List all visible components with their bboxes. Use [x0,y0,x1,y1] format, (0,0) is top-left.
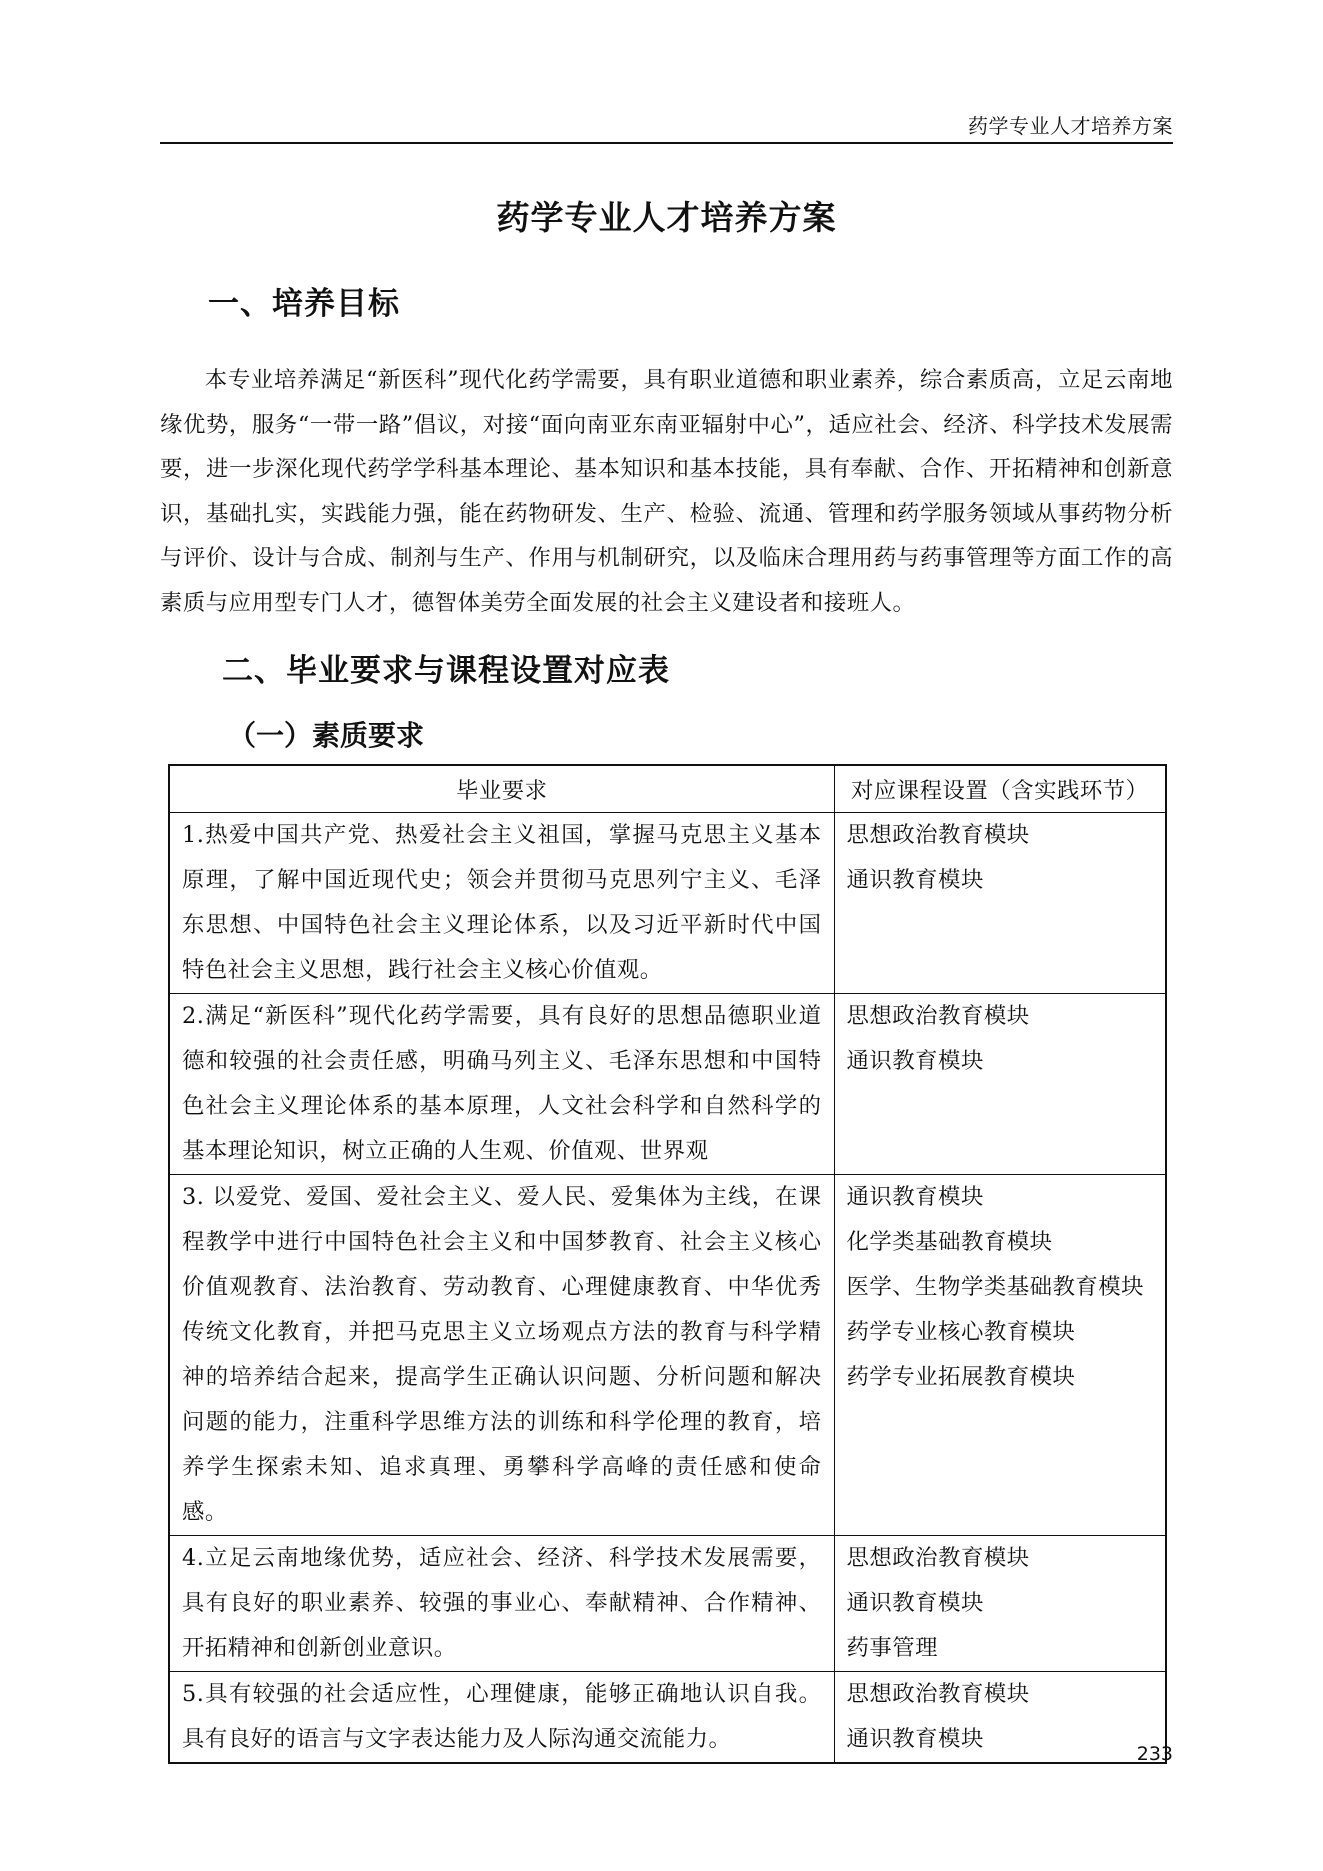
course-item: 通识教育模块 [846,1184,984,1210]
course-item: 通识教育模块 [846,1590,984,1616]
table-row [169,813,1166,994]
course-item: 思想政治教育模块 [846,1545,1030,1571]
course-item: 化学类基础教育模块 [846,1229,1053,1255]
column-header-courses: 对应课程设置（含实践环节） [834,765,1166,813]
course-item: 医学、生物学类基础教育模块 [846,1274,1145,1300]
training-goal-paragraph: 本专业培养满足“新医科”现代化药学需要，具有职业道德和职业素养，综合素质高，立足云南地缘优势，服务“一带一路”倡议，对接“面向南亚东南亚辐射中心”，适应社会、经济、科学技术发展需要，进一步深化现代药学学科基本理论、基本知识和基本技能，具有奉献、合作、开拓精神和创新意识，基础扎实，实践能力强，能在药物研发、生产、检验、流通、管理和药学服务领域从事药物分析与评价、设计与合成、制剂与生产、作用与机制研究，以及临床合理用药与药事管理等方面工作的高素质与应用型专门人才，德智体美劳全面发展的社会主义建设者和接班人。 [160,367,1173,616]
table-header-row [169,765,1166,813]
requirement-cell: 1.热爱中国共产党、热爱社会主义祖国，掌握马克思主义基本原理，了解中国近现代史；领会并贯彻马克思列宁主义、毛泽东思想、中国特色社会主义理论体系，以及习近平新时代中国特色社会主义思想，践行社会主义核心价值观。 [169,813,834,994]
course-item: 药学专业拓展教育模块 [846,1364,1076,1390]
course-item: 思想政治教育模块 [846,822,1030,848]
column-header-requirement: 毕业要求 [169,765,834,813]
requirements-course-table [168,764,1167,1764]
course-item: 药事管理 [846,1635,939,1661]
section-heading-training-goal: 一、培养目标 [208,286,400,322]
course-item: 药学专业核心教育模块 [846,1319,1076,1345]
courses-cell [834,994,1166,1175]
course-item: 通识教育模块 [846,1048,984,1074]
courses-cell [834,1536,1166,1672]
course-item: 通识教育模块 [846,867,984,893]
document-title: 药学专业人才培养方案 [496,198,837,237]
requirement-cell: 3. 以爱党、爱国、爱社会主义、爱人民、爱集体为主线，在课程教学中进行中国特色社会主义和中国梦教育、社会主义核心价值观教育、法治教育、劳动教育、心理健康教育、中华优秀传统文化教育，并把马克思主义立场观点方法的教育与科学精神的培养结合起来，提高学生正确认识问题、分析问题和解决问题的能力，注重科学思维方法的训练和科学伦理的教育，培养学生探索未知、追求真理、勇攀科学高峰的责任感和使命感。 [169,1175,834,1536]
course-item: 通识教育模块 [846,1726,984,1752]
course-item: 思想政治教育模块 [846,1681,1030,1707]
table-row [169,1536,1166,1672]
courses-cell [834,1672,1166,1764]
requirement-cell: 4.立足云南地缘优势，适应社会、经济、科学技术发展需要，具有良好的职业素养、较强的事业心、奉献精神、合作精神、开拓精神和创新创业意识。 [169,1536,834,1672]
running-header-text: 药学专业人才培养方案 [968,114,1173,138]
requirement-cell: 2.满足“新医科”现代化药学需要，具有良好的思想品德职业道德和较强的社会责任感，明确马列主义、毛泽东思想和中国特色社会主义理论体系的基本原理，人文社会科学和自然科学的基本理论知识，树立正确的人生观、价值观、世界观 [169,994,834,1175]
courses-cell [834,813,1166,994]
subsection-heading-quality-requirements: （一）素质要求 [228,719,425,752]
running-header [160,100,1173,144]
table-row [169,1175,1166,1536]
table-row [169,1672,1166,1764]
page-number: 233 [1136,1743,1173,1765]
course-item: 思想政治教育模块 [846,1003,1030,1029]
table-row [169,994,1166,1175]
section-heading-graduation-requirements: 二、毕业要求与课程设置对应表 [222,653,670,689]
courses-cell [834,1175,1166,1536]
requirement-cell: 5.具有较强的社会适应性，心理健康，能够正确地认识自我。具有良好的语言与文字表达能力及人际沟通交流能力。 [169,1672,834,1764]
